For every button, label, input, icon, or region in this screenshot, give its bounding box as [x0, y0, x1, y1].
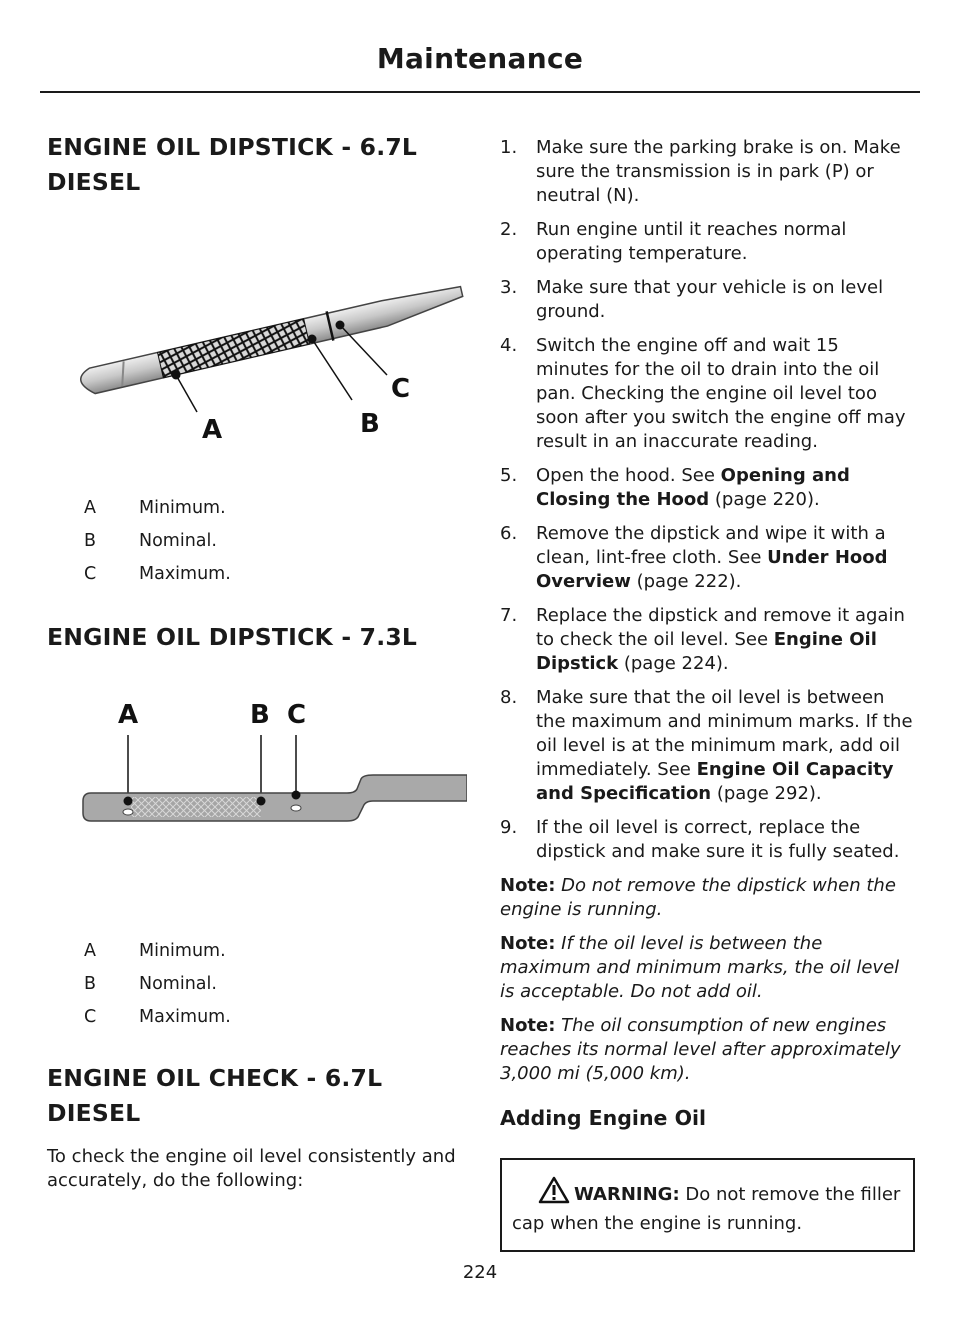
legend-row — [47, 529, 467, 553]
oil-check-intro: To check the engine oil level consistently and accurately, do the following: — [47, 1146, 456, 1191]
legend-value: Nominal. — [139, 974, 217, 994]
step-text — [536, 604, 915, 676]
figure-label-c: C — [287, 700, 307, 730]
section-title-line1: ENGINE OIL CHECK - 6.7L — [47, 1064, 383, 1092]
legend-value: Minimum. — [139, 941, 226, 961]
legend-key: C — [84, 1007, 97, 1027]
legend-row — [47, 562, 467, 586]
step-text — [536, 686, 915, 806]
figure-label-b: B — [360, 409, 380, 439]
legend-key: B — [84, 974, 97, 994]
step-item — [500, 816, 915, 864]
page-number: 224 — [462, 1262, 498, 1283]
adding-engine-oil-heading: Adding Engine Oil — [500, 1106, 707, 1130]
step-number: 8. — [500, 687, 518, 708]
note-item — [500, 1014, 915, 1086]
step-text: Run engine until it reaches normal operating temperature. — [536, 219, 847, 264]
step-item — [500, 464, 915, 512]
warning-box — [500, 1158, 915, 1252]
cross-reference-link[interactable]: Engine Oil Capacity and Specification — [536, 759, 894, 804]
note-text: The oil consumption of new engines reaches its normal level after approximately 3,000 mi (5,000 km). — [500, 1015, 901, 1084]
section-title-oil-check — [47, 1061, 467, 1131]
step-text-post: (page 224). — [618, 653, 729, 674]
step-item — [500, 334, 915, 454]
step-text: Switch the engine off and wait 15 minutes for the oil to drain into the oil pan. Checking the engine oil level too soon after you switch the engine off may result in an inaccurate reading. — [536, 335, 906, 452]
cross-reference-link[interactable]: Engine Oil Dipstick — [536, 629, 877, 674]
legend-value: Maximum. — [139, 564, 231, 584]
crosshatch-zone — [158, 319, 310, 378]
step-number: 5. — [500, 465, 518, 486]
note-item — [500, 874, 915, 922]
figure-label-a: A — [118, 700, 139, 730]
step-number: 9. — [500, 817, 518, 838]
header-divider — [40, 91, 920, 93]
figure-label-a: A — [202, 415, 223, 440]
step-number: 1. — [500, 137, 518, 158]
step-item — [500, 604, 915, 676]
legend-key: C — [84, 564, 97, 584]
step-number: 4. — [500, 335, 518, 356]
legend-key: A — [84, 941, 96, 961]
note-text: If the oil level is between the maximum and minimum marks, the oil level is acceptable. Do not add oil. — [500, 933, 900, 1002]
step-text-pre: Replace the dipstick and remove it again to check the oil level. See — [536, 605, 905, 650]
step-item — [500, 276, 915, 324]
marker-a — [124, 797, 133, 806]
dipstick-67-illustration — [47, 240, 467, 440]
page-header-title: Maintenance — [376, 42, 584, 75]
step-number: 2. — [500, 219, 518, 240]
legend-73 — [47, 939, 467, 1029]
step-item — [500, 522, 915, 594]
warning-triangle-icon — [538, 1176, 570, 1211]
note-text: Do not remove the dipstick when the engine is running. — [500, 875, 896, 920]
figure-label-b: B — [250, 700, 270, 730]
note-label: Note: — [500, 875, 556, 896]
step-number: 3. — [500, 277, 518, 298]
warning-text: Do not remove the filler cap when the engine is running. — [512, 1184, 901, 1234]
right-column — [500, 130, 915, 1252]
legend-value: Maximum. — [139, 1007, 231, 1027]
legend-67 — [47, 496, 467, 586]
step-number: 7. — [500, 605, 518, 626]
note-label: Note: — [500, 933, 556, 954]
step-text — [536, 464, 915, 512]
section-title-line1: ENGINE OIL DIPSTICK - 6.7L — [47, 133, 418, 161]
step-text-pre: Remove the dipstick and wipe it with a clean, lint-free cloth. See — [536, 523, 886, 568]
step-text-post: (page 222). — [630, 571, 742, 592]
step-text: If the oil level is correct, replace the dipstick and make sure it is fully seated. — [536, 817, 900, 862]
note-item — [500, 932, 915, 1004]
step-text-pre: Open the hood. See — [536, 465, 721, 486]
section-title-line2: DIESEL — [47, 168, 141, 196]
cross-reference-link[interactable]: Opening and Closing the Hood — [536, 465, 850, 510]
legend-row — [47, 972, 467, 996]
section-title-dipstick-67 — [47, 130, 467, 200]
step-item — [500, 218, 915, 266]
step-text — [536, 522, 915, 594]
legend-key: B — [84, 531, 97, 551]
step-item — [500, 136, 915, 208]
left-column — [47, 130, 467, 1193]
section-title-line2: DIESEL — [47, 1099, 141, 1127]
crosshatch-zone — [131, 797, 261, 817]
legend-value: Minimum. — [139, 498, 226, 518]
step-item — [500, 686, 915, 806]
legend-row — [47, 496, 467, 520]
marker-b — [257, 797, 266, 806]
dipstick-73-illustration — [47, 695, 467, 845]
legend-value: Nominal. — [139, 531, 217, 551]
note-label: Note: — [500, 1015, 556, 1036]
section-title-dipstick-73: ENGINE OIL DIPSTICK - 7.3L — [47, 623, 418, 651]
step-text: Make sure the parking brake is on. Make sure the transmission is in park (P) or neutral (N). — [536, 137, 901, 206]
step-text-post: (page 220). — [709, 489, 820, 510]
legend-key: A — [84, 498, 96, 518]
warning-label: WARNING: — [574, 1184, 680, 1205]
cross-reference-link[interactable]: Under Hood Overview — [536, 547, 888, 592]
step-number: 6. — [500, 523, 518, 544]
step-text-post: (page 292). — [711, 783, 822, 804]
step-text: Make sure that your vehicle is on level ground. — [536, 277, 884, 322]
legend-row — [47, 1005, 467, 1029]
figure-label-c: C — [391, 374, 411, 404]
procedure-steps — [500, 136, 915, 864]
marker-c — [292, 791, 301, 800]
legend-row — [47, 939, 467, 963]
step-text-pre: Make sure that the oil level is between the maximum and minimum marks. If the oil level is at the minimum mark, add oil immediately. See — [536, 687, 913, 780]
